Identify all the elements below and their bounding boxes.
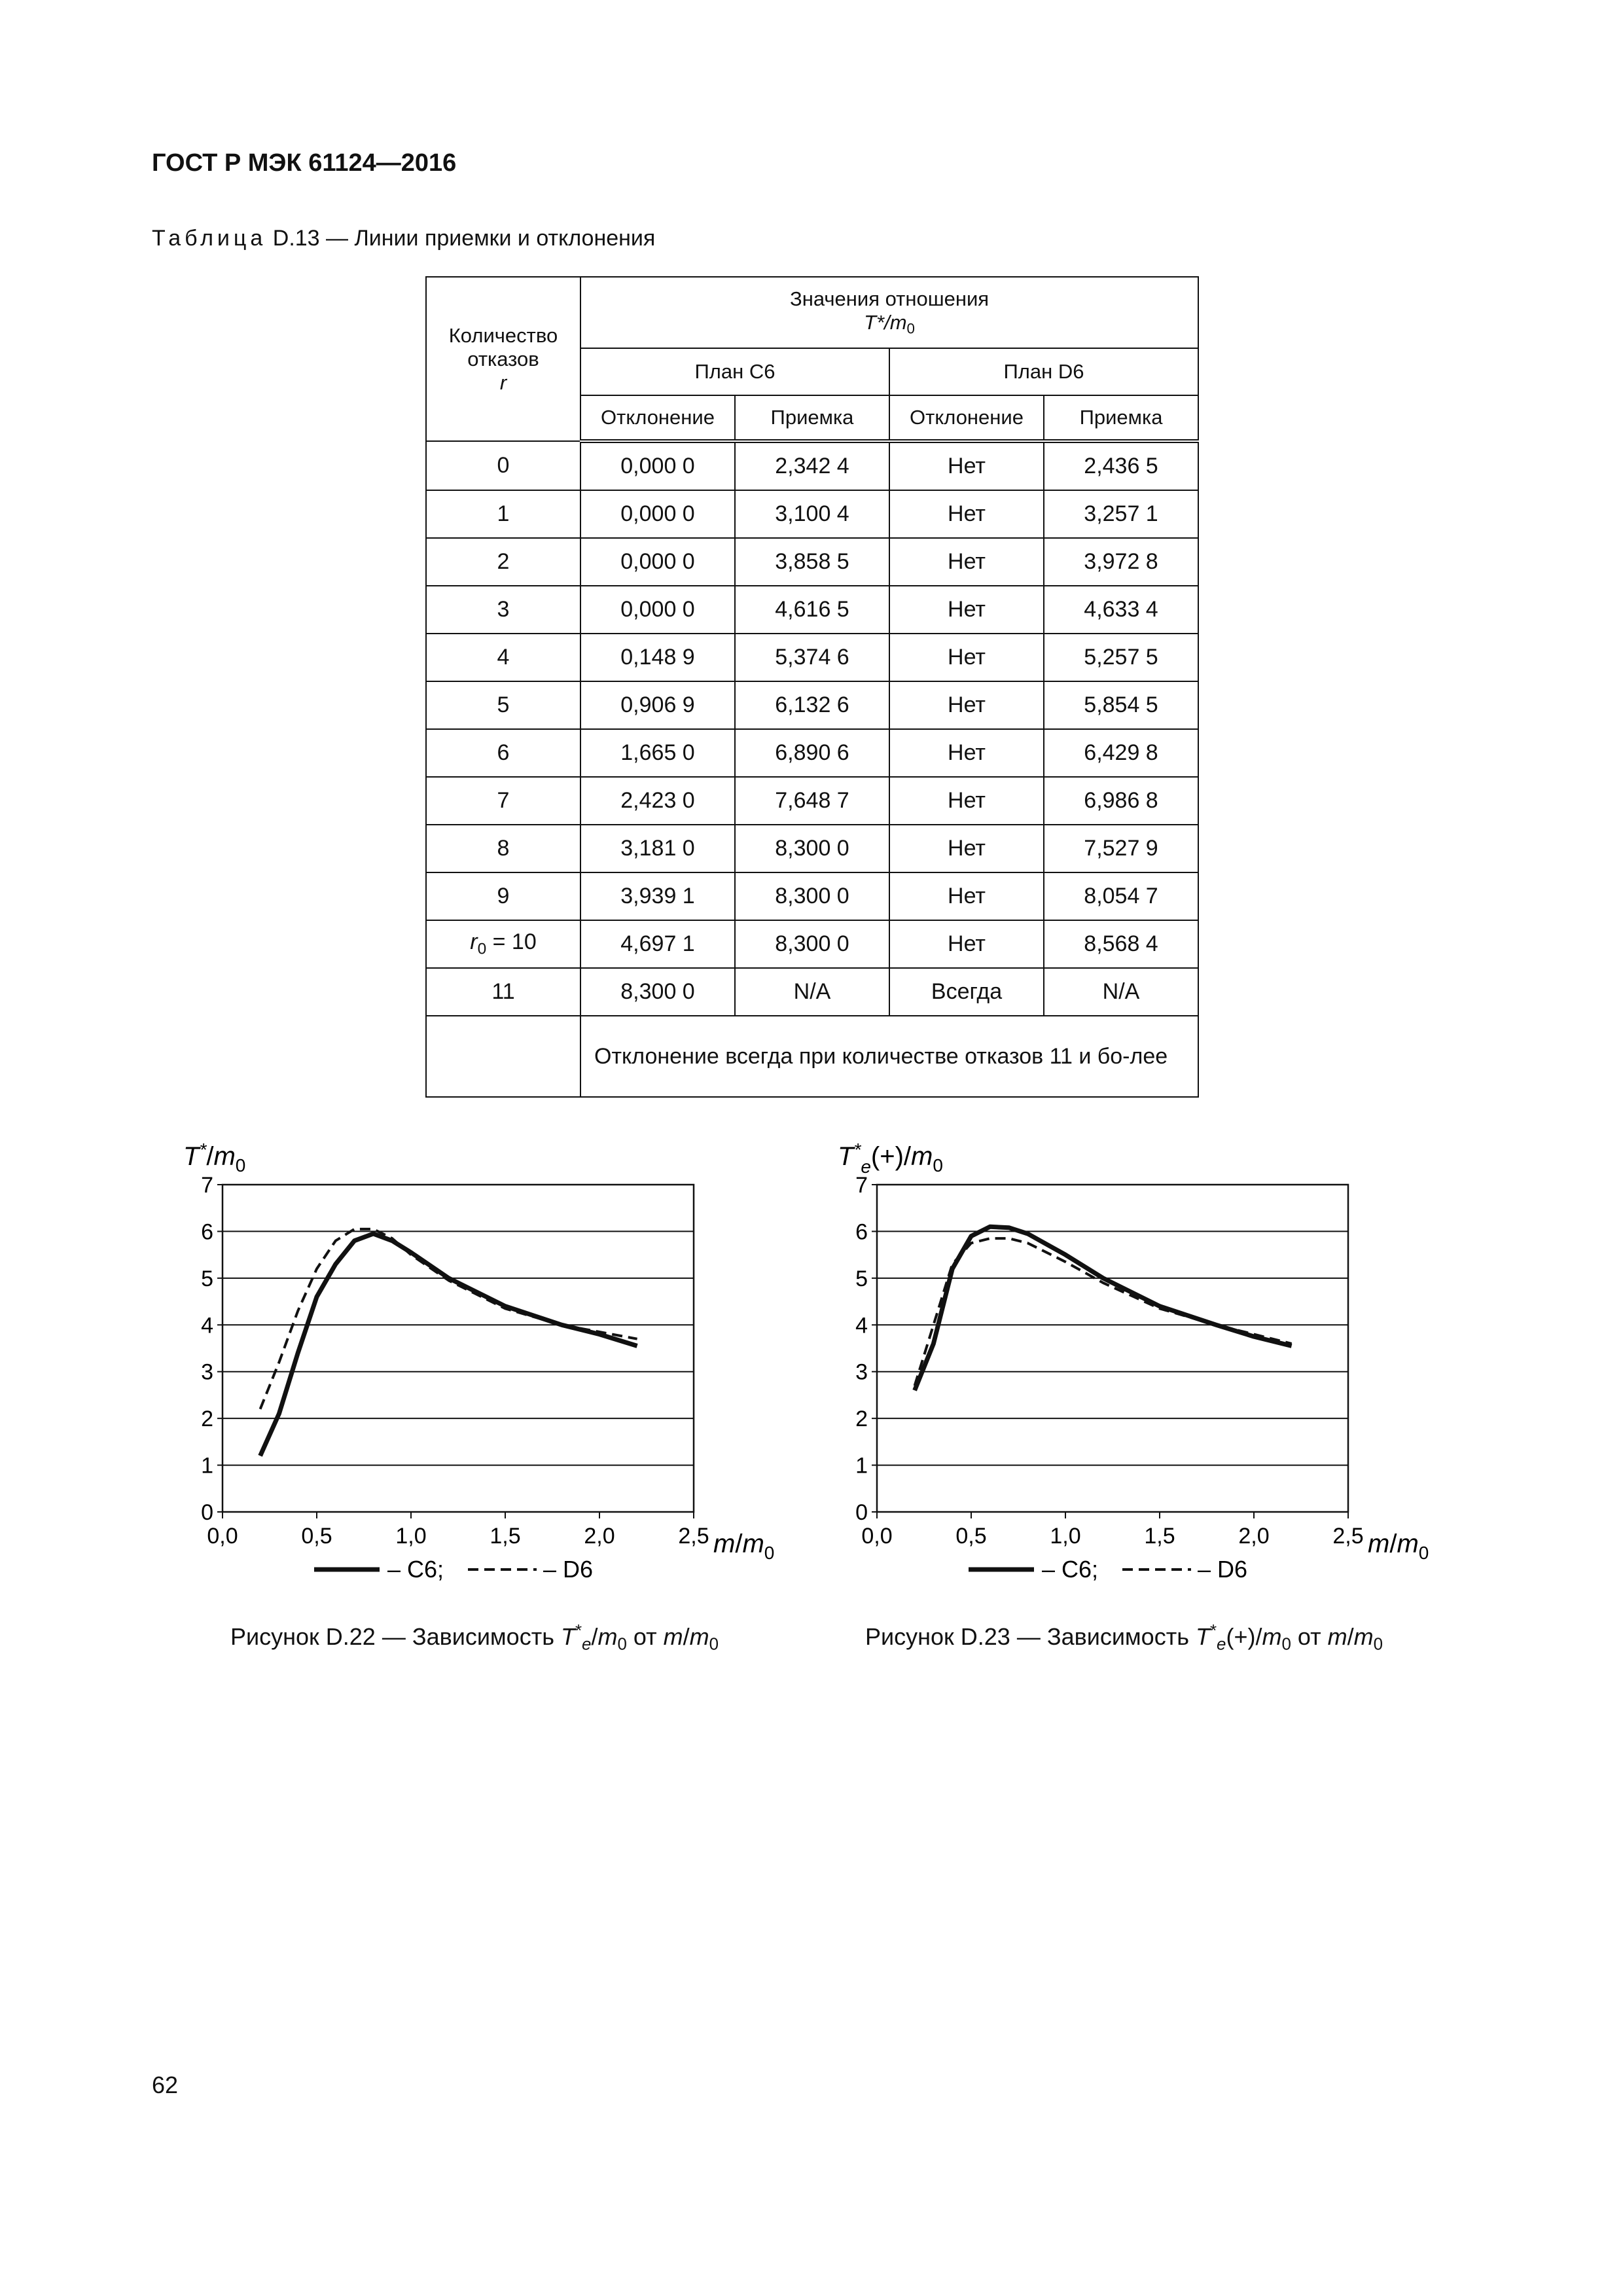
cell-c6-accept: 3,858 5 <box>735 538 889 586</box>
table-row <box>426 538 1198 586</box>
header-plan-d6: План D6 <box>889 348 1198 395</box>
cell-d6-accept: 8,568 4 <box>1044 920 1198 968</box>
cell-d6-reject: Нет <box>889 538 1044 586</box>
table-row <box>426 729 1198 777</box>
cell-failure-count: 11 <box>426 968 580 1016</box>
y-tick-label: 1 <box>855 1453 868 1479</box>
x-tick-label: 2,0 <box>1238 1524 1270 1549</box>
cell-c6-reject: 1,665 0 <box>580 729 735 777</box>
legend-label-c6: – C6; <box>387 1556 444 1583</box>
cell-d6-accept: 3,972 8 <box>1044 538 1198 586</box>
page-number: 62 <box>152 2072 179 2098</box>
cell-c6-accept: 6,132 6 <box>735 681 889 729</box>
cell-c6-accept: 7,648 7 <box>735 777 889 825</box>
cell-c6-reject: 3,939 1 <box>580 872 735 920</box>
cell-d6-accept: 2,436 5 <box>1044 441 1198 490</box>
cell-d6-accept: 4,633 4 <box>1044 586 1198 634</box>
table-note: Отклонение всегда при количестве отказов 11 и бо-лее <box>580 1016 1198 1097</box>
y-tick-label: 4 <box>201 1313 213 1338</box>
table-row <box>426 490 1198 538</box>
header-c6-reject: Отклонение <box>580 395 735 441</box>
plot-frame <box>223 1185 694 1512</box>
table-note-row <box>426 1016 1198 1097</box>
header-plan-c6: План С6 <box>580 348 889 395</box>
cell-d6-accept: 5,257 5 <box>1044 634 1198 681</box>
table-caption-word: Таблица <box>152 226 267 251</box>
header-d6-reject: Отклонение <box>889 395 1044 441</box>
cell-c6-reject: 3,181 0 <box>580 825 735 872</box>
cell-failure-count: 5 <box>426 681 580 729</box>
cell-d6-accept: 8,054 7 <box>1044 872 1198 920</box>
cell-d6-accept: 7,527 9 <box>1044 825 1198 872</box>
cell-failure-count: 0 <box>426 441 580 490</box>
y-tick-label: 2 <box>855 1407 868 1432</box>
cell-c6-accept: 4,616 5 <box>735 586 889 634</box>
cell-failure-count: $r_0 = 10$ <box>426 920 580 968</box>
table-row <box>426 441 1198 490</box>
cell-c6-accept: 6,890 6 <box>735 729 889 777</box>
table-row <box>426 968 1198 1016</box>
y-tick-label: 0 <box>201 1500 213 1525</box>
cell-failure-count: 8 <box>426 825 580 872</box>
y-tick-label: 5 <box>855 1266 868 1291</box>
x-tick-label: 1,5 <box>490 1524 521 1549</box>
y-tick-label: 7 <box>855 1173 868 1198</box>
header-c6-accept: Приемка <box>735 395 889 441</box>
cell-failure-count: 1 <box>426 490 580 538</box>
y-tick-label: 3 <box>201 1359 213 1385</box>
cell-d6-reject: Нет <box>889 681 1044 729</box>
x-tick-label: 2,0 <box>584 1524 615 1549</box>
cell-c6-accept: 3,100 4 <box>735 490 889 538</box>
series-line-c6 <box>915 1227 1292 1390</box>
cell-d6-accept: 6,986 8 <box>1044 777 1198 825</box>
cell-failure-count: 9 <box>426 872 580 920</box>
cell-d6-accept: N/A <box>1044 968 1198 1016</box>
y-tick-label: 3 <box>855 1359 868 1385</box>
cell-c6-accept: 8,300 0 <box>735 872 889 920</box>
cell-c6-accept: 2,342 4 <box>735 441 889 490</box>
cell-d6-reject: Нет <box>889 490 1044 538</box>
cell-d6-reject: Нет <box>889 872 1044 920</box>
cell-c6-reject: 0,148 9 <box>580 634 735 681</box>
table-row <box>426 872 1198 920</box>
series-line-d6 <box>260 1229 637 1409</box>
header-failure-count: Количество отказов r <box>426 277 580 441</box>
table-body <box>426 441 1198 1097</box>
y-tick-label: 0 <box>855 1500 868 1525</box>
x-tick-label: 0,5 <box>301 1524 332 1549</box>
cell-d6-reject: Нет <box>889 634 1044 681</box>
header-ratio-values: Значения отношения $T*/m_0$ <box>580 277 1198 348</box>
table-caption <box>152 226 655 251</box>
plot-frame <box>877 1185 1348 1512</box>
table-row <box>426 681 1198 729</box>
cell-c6-reject: 8,300 0 <box>580 968 735 1016</box>
cell-d6-accept: 5,854 5 <box>1044 681 1198 729</box>
cell-d6-reject: Нет <box>889 920 1044 968</box>
cell-c6-accept: N/A <box>735 968 889 1016</box>
cell-d6-reject: Нет <box>889 586 1044 634</box>
cell-c6-reject: 0,000 0 <box>580 441 735 490</box>
table-row <box>426 777 1198 825</box>
table-caption-title: D.13 — Линии приемки и отклонения <box>272 226 656 251</box>
x-tick-label: 2,5 <box>1332 1524 1364 1549</box>
figure-d22-caption: Рисунок D.22 — Зависимость $T^*_e/m_0$ от $m/m_0$ <box>230 1622 719 1654</box>
table-row <box>426 920 1198 968</box>
legend-label-d6: – D6 <box>543 1556 594 1583</box>
table-row <box>426 634 1198 681</box>
cell-d6-reject: Нет <box>889 729 1044 777</box>
y-tick-label: 1 <box>201 1453 213 1479</box>
cell-failure-count: 6 <box>426 729 580 777</box>
cell-c6-accept: 5,374 6 <box>735 634 889 681</box>
y-tick-label: 7 <box>201 1173 213 1198</box>
y-tick-label: 6 <box>855 1219 868 1245</box>
header-d6-accept: Приемка <box>1044 395 1198 441</box>
x-tick-label: 1,5 <box>1144 1524 1175 1549</box>
chart-svg <box>812 1113 1466 1610</box>
cell-failure-count: 7 <box>426 777 580 825</box>
acceptance-rejection-table <box>425 276 1199 1098</box>
cell-d6-accept: 6,429 8 <box>1044 729 1198 777</box>
note-empty-cell <box>426 1016 580 1097</box>
x-tick-label: 1,0 <box>395 1524 427 1549</box>
legend-label-c6: – C6; <box>1042 1556 1099 1583</box>
cell-c6-accept: 8,300 0 <box>735 825 889 872</box>
y-tick-label: 6 <box>201 1219 213 1245</box>
y-tick-label: 4 <box>855 1313 868 1338</box>
table-row <box>426 586 1198 634</box>
y-tick-label: 5 <box>201 1266 213 1291</box>
x-axis-label: $m/m_0$ <box>713 1530 775 1563</box>
cell-d6-accept: 3,257 1 <box>1044 490 1198 538</box>
legend-label-d6: – D6 <box>1198 1556 1248 1583</box>
y-axis-label: $T^*/m_0$ <box>183 1139 246 1175</box>
cell-failure-count: 4 <box>426 634 580 681</box>
x-axis-label: $m/m_0$ <box>1368 1530 1429 1563</box>
series-line-d6 <box>915 1238 1292 1386</box>
cell-d6-reject: Нет <box>889 777 1044 825</box>
table-row <box>426 825 1198 872</box>
cell-d6-reject: Нет <box>889 825 1044 872</box>
cell-d6-reject: Всегда <box>889 968 1044 1016</box>
y-tick-label: 2 <box>201 1407 213 1432</box>
x-tick-label: 2,5 <box>678 1524 709 1549</box>
figure-d22-chart <box>157 1113 812 1613</box>
figure-d23-chart <box>812 1113 1466 1613</box>
chart-svg <box>157 1113 812 1610</box>
cell-failure-count: 2 <box>426 538 580 586</box>
y-axis-label: $T^*_e(+)/m_0$ <box>838 1139 943 1177</box>
figure-d23-caption: Рисунок D.23 — Зависимость $T^*_e(+)/m_0$ от $m/m_0$ <box>865 1622 1383 1654</box>
document-header: ГОСТ Р МЭК 61124—2016 <box>152 149 457 177</box>
cell-c6-reject: 0,000 0 <box>580 538 735 586</box>
cell-c6-reject: 4,697 1 <box>580 920 735 968</box>
x-tick-label: 1,0 <box>1050 1524 1081 1549</box>
cell-c6-reject: 0,906 9 <box>580 681 735 729</box>
cell-failure-count: 3 <box>426 586 580 634</box>
cell-c6-accept: 8,300 0 <box>735 920 889 968</box>
cell-c6-reject: 0,000 0 <box>580 490 735 538</box>
x-tick-label: 0,0 <box>861 1524 893 1549</box>
cell-c6-reject: 0,000 0 <box>580 586 735 634</box>
cell-d6-reject: Нет <box>889 441 1044 490</box>
cell-c6-reject: 2,423 0 <box>580 777 735 825</box>
x-tick-label: 0,0 <box>207 1524 238 1549</box>
x-tick-label: 0,5 <box>955 1524 987 1549</box>
